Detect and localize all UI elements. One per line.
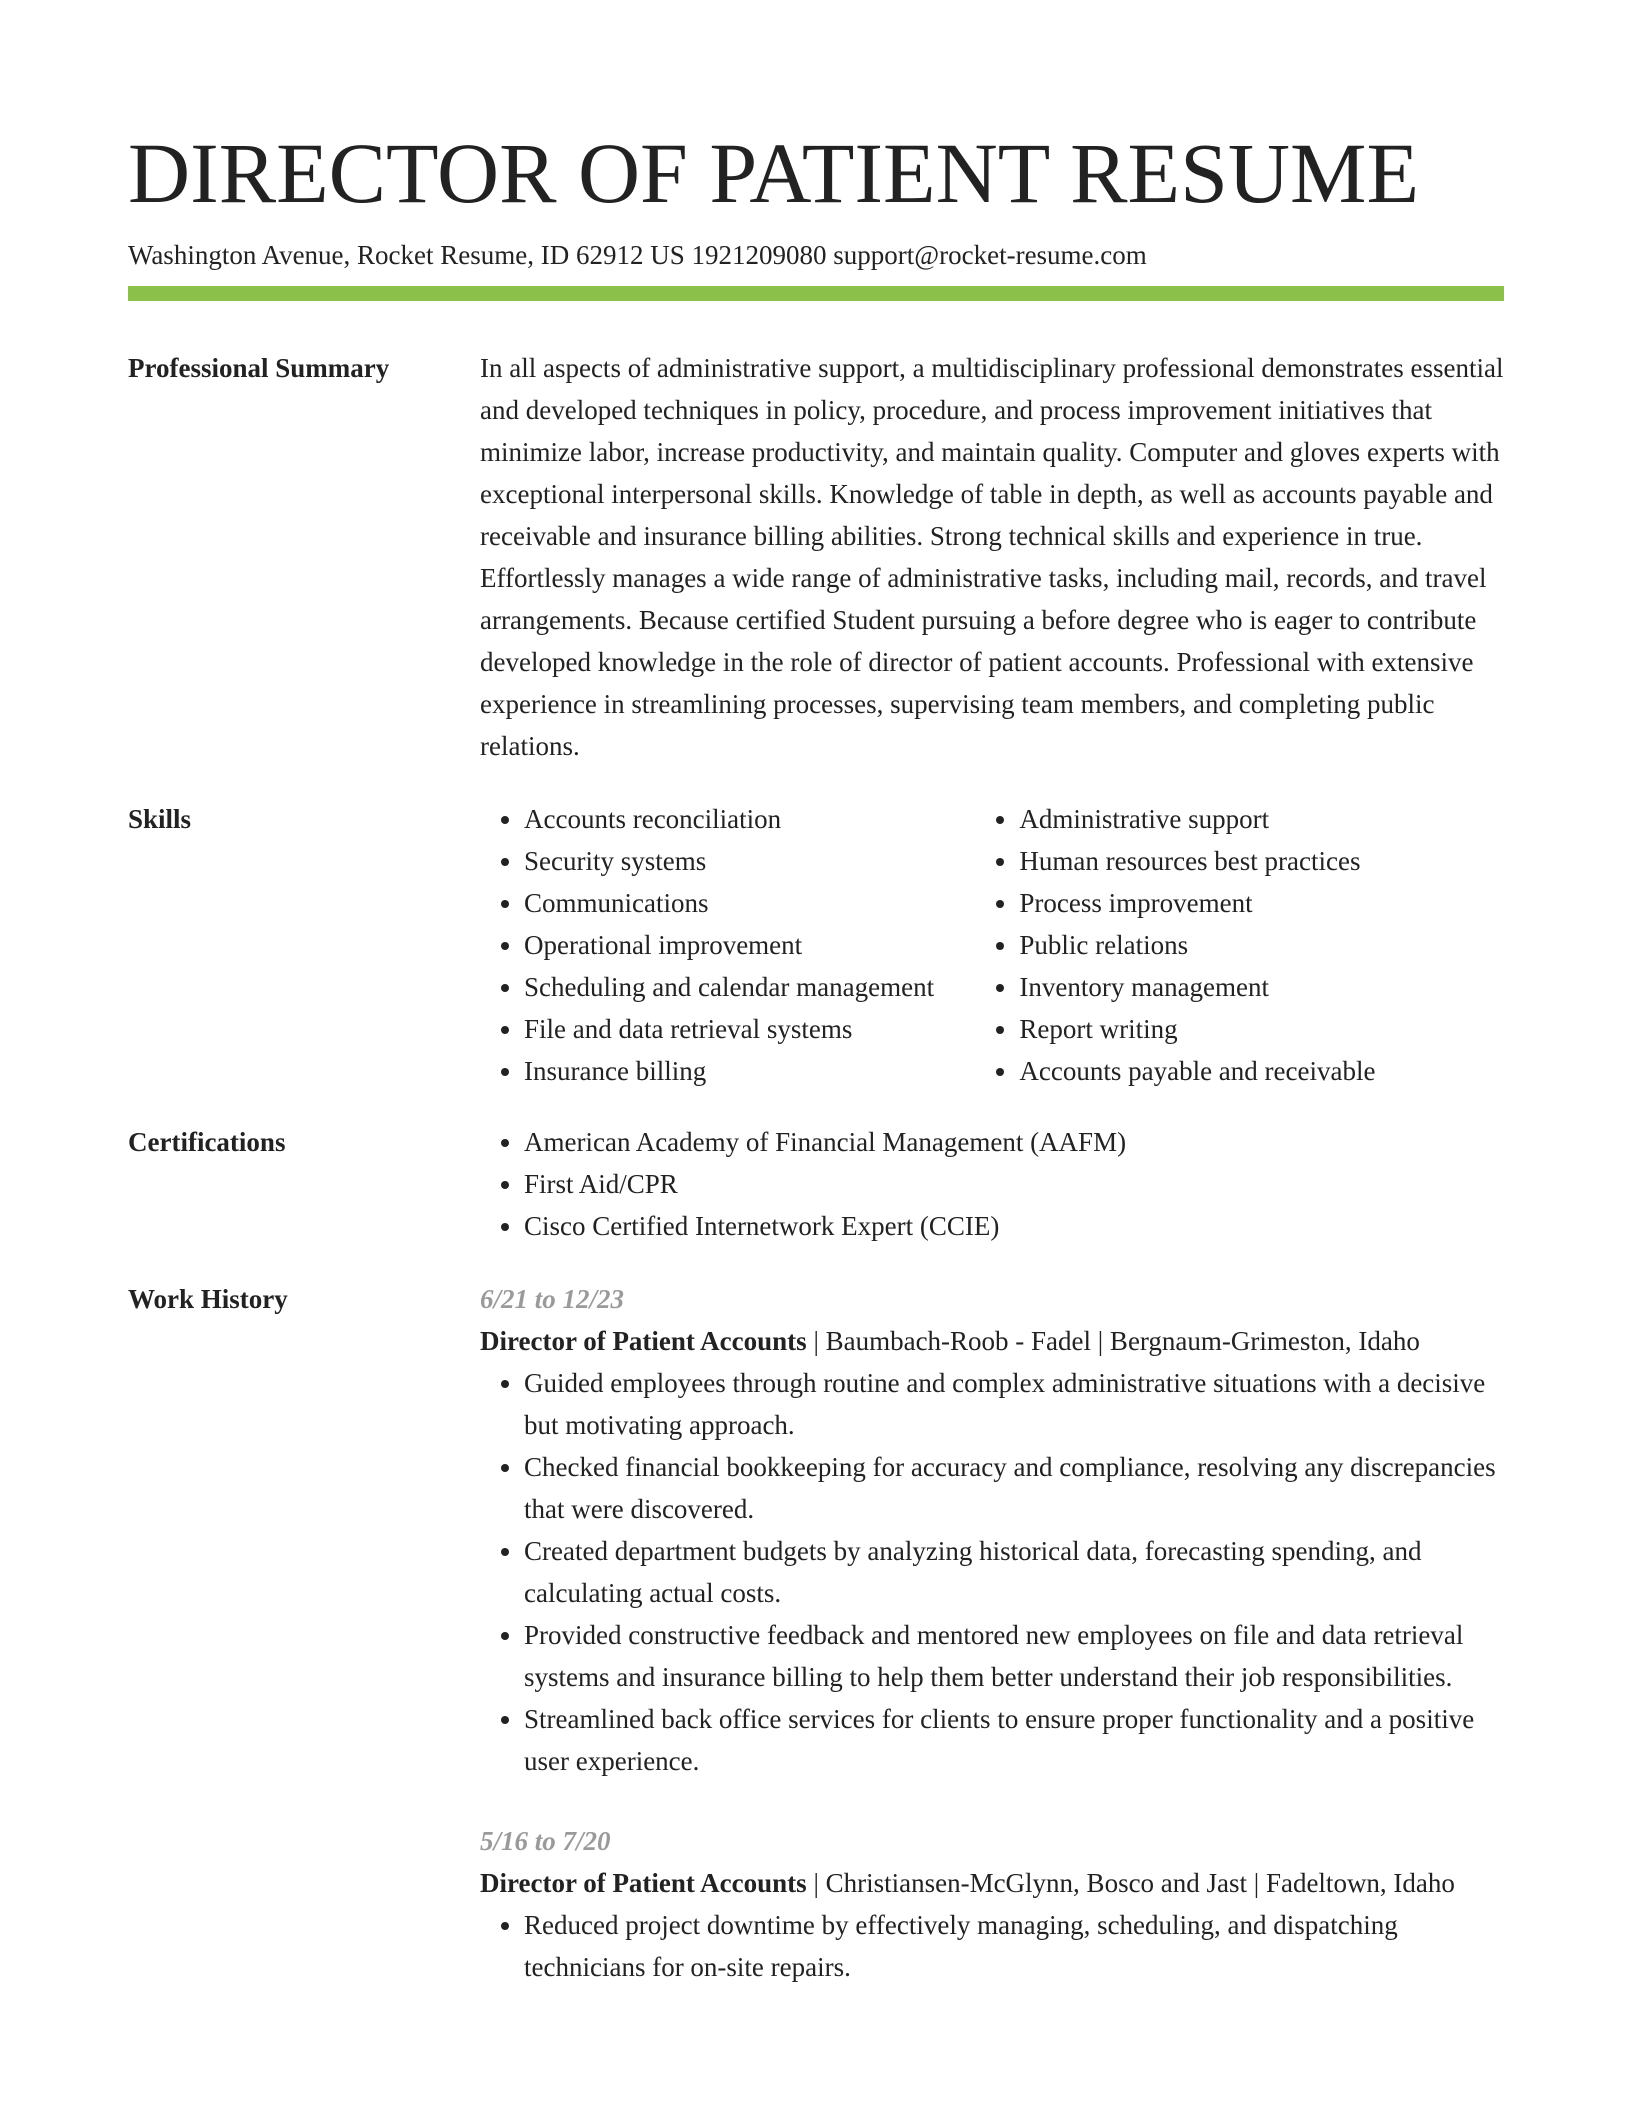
skills-body [480, 798, 1510, 1092]
job-role: Director of Patient Accounts [480, 1868, 807, 1898]
skill-item: • Scheduling and calendar management [524, 966, 975, 1008]
certification-item: • First Aid/CPR [524, 1163, 1510, 1205]
job-entry [480, 1278, 1510, 1782]
job-bullet: • Created department budgets by analyzing historical data, forecasting spending, and calculating actual costs. [524, 1530, 1510, 1614]
skill-item: • Administrative support [1019, 798, 1510, 840]
skills-list-left [480, 798, 975, 1092]
work-history-label: Work History [128, 1284, 288, 1314]
job-bullets [480, 1904, 1510, 1988]
skill-item: • Communications [524, 882, 975, 924]
certifications-list [480, 1121, 1510, 1247]
job-dates: 5/16 to 7/20 [480, 1826, 611, 1856]
contact-line: Washington Avenue, Rocket Resume, ID 62912 US 1921209080 support@rocket-resume.com [128, 240, 1147, 270]
job-entry [480, 1820, 1510, 1988]
skills-list-right [975, 798, 1510, 1092]
skill-item: • Human resources best practices [1019, 840, 1510, 882]
skill-item: • Accounts payable and receivable [1019, 1050, 1510, 1092]
certification-item: • American Academy of Financial Management (AAFM) [524, 1121, 1510, 1163]
skill-item: • Report writing [1019, 1008, 1510, 1050]
work-history-body [480, 1278, 1510, 2026]
skills-label: Skills [128, 804, 192, 834]
job-title-line [480, 1862, 1510, 1904]
skill-item: • Inventory management [1019, 966, 1510, 1008]
summary-text: In all aspects of administrative support, a multidisciplinary professional demonstrates essential and developed techniques in policy, procedure, and process improvement initiatives that minimize labor, increase productivity, and maintain quality. Computer and gloves experts with exceptional interpersonal skills. Knowledge of table in depth, as well as accounts payable and receivable and insurance billing abilities. Strong technical skills and experience in true. Effortlessly manages a wide range of administrative tasks, including mail, records, and travel arrangements. Because certified Student pursuing a before degree who is eager to contribute developed knowledge in the role of director of patient accounts. Professional with extensive experience in streamlining processes, supervising team members, and completing public relations. [480, 353, 1504, 761]
summary-body [480, 347, 1510, 767]
certifications-label: Certifications [128, 1127, 286, 1157]
skill-item: • File and data retrieval systems [524, 1008, 975, 1050]
job-role: Director of Patient Accounts [480, 1326, 807, 1356]
skill-item: • Public relations [1019, 924, 1510, 966]
skill-item: • Accounts reconciliation [524, 798, 975, 840]
job-dates: 6/21 to 12/23 [480, 1284, 625, 1314]
skill-item: • Security systems [524, 840, 975, 882]
job-bullet: • Guided employees through routine and complex administrative situations with a decisive but motivating approach. [524, 1362, 1510, 1446]
accent-divider [128, 286, 1504, 301]
job-details: | Baumbach-Roob - Fadel | Bergnaum-Grimeston, Idaho [806, 1326, 1420, 1356]
job-bullets [480, 1362, 1510, 1782]
skill-item: • Insurance billing [524, 1050, 975, 1092]
job-details: | Christiansen-McGlynn, Bosco and Jast | Fadeltown, Idaho [806, 1868, 1455, 1898]
resume-header [128, 118, 1504, 272]
skill-item: • Operational improvement [524, 924, 975, 966]
job-bullet: • Checked financial bookkeeping for accuracy and compliance, resolving any discrepancies that were discovered. [524, 1446, 1510, 1530]
job-bullet: • Provided constructive feedback and mentored new employees on file and data retrieval systems and insurance billing to help them better understand their job responsibilities. [524, 1614, 1510, 1698]
job-bullet: • Reduced project downtime by effectively managing, scheduling, and dispatching technicians for on-site repairs. [524, 1904, 1510, 1988]
certification-item: • Cisco Certified Internetwork Expert (CCIE) [524, 1205, 1510, 1247]
skill-item: • Process improvement [1019, 882, 1510, 924]
job-title-line [480, 1320, 1510, 1362]
summary-label: Professional Summary [128, 353, 390, 383]
job-bullet: • Streamlined back office services for clients to ensure proper functionality and a positive user experience. [524, 1698, 1510, 1782]
certifications-body [480, 1121, 1510, 1247]
resume-title: DIRECTOR OF PATIENT RESUME [128, 125, 1420, 221]
